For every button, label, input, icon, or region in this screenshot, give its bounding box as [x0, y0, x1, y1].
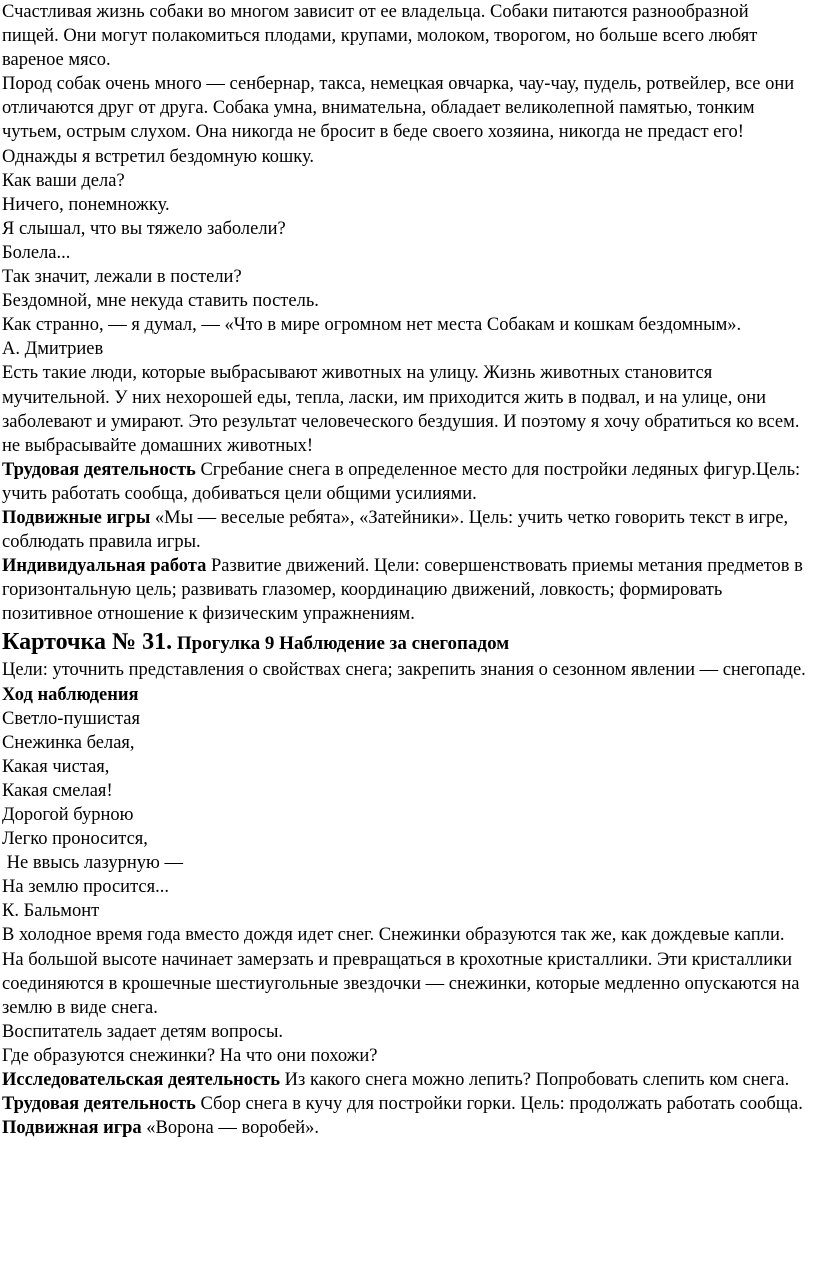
research-activity-label: Исследовательская деятельность: [2, 1070, 281, 1091]
dialogue-line: Однажды я встретил бездомную кошку.: [2, 146, 314, 167]
question-line: Где образуются снежинки? На что они похожи?: [2, 1045, 378, 1066]
poem-line: На землю просится...: [2, 877, 169, 898]
outdoor-game-label: Подвижная игра: [2, 1118, 142, 1139]
poem-line: Не ввысь лазурную —: [2, 853, 183, 874]
dialogue-line: Как странно, — я думал, — «Что в мире огромном нет места Собакам и кошкам бездомным».: [2, 315, 742, 336]
poem-line: Снежинка белая,: [2, 732, 135, 753]
paragraph-snow-formation: В холодное время года вместо дождя идет снег. Снежинки образуются так же, как дождевые капли. На большой высоте начинает замерзать и превращаться в крохотные кристаллики. Эти кристаллики соединяются в крошечные шестиугольные звездочки — снежинки, которые медленно опускаются на землю в виде снега.: [2, 925, 800, 1018]
labor-activity-text: Сбор снега в кучу для постройки горки. Цель: продолжать работать сообща.: [195, 1094, 803, 1115]
individual-work-label: Индивидуальная работа: [2, 556, 207, 577]
labor-activity-label: Трудовая деятельность: [2, 1094, 196, 1115]
paragraph-dog-breeds: Пород собак очень много — сенбернар, такса, немецкая овчарка, чау-чау, пудель, ротвейлер, все они отличаются друг от друга. Собака умна, внимательна, обладает великолепной памятью, тонким чутьем, острым слухом. Она никогда не бросит в беде своего хозяина, никогда не предаст его!: [2, 74, 795, 143]
poem-line: Какая чистая,: [2, 756, 110, 777]
author-line: А. Дмитриев: [2, 339, 104, 360]
poem-line: Легко проносится,: [2, 829, 148, 850]
labor-activity-text: Сгребание снега в определенное место для постройки ледяных фигур.Цель: учить работать сообща, добиваться цели общими усилиями.: [2, 459, 801, 504]
card-goals: Цели: уточнить представления о свойствах снега; закрепить знания о сезонном явлении — снегопаде.: [2, 660, 806, 681]
dialogue-line: Болела...: [2, 242, 71, 263]
dialogue-line: Так значит, лежали в постели?: [2, 267, 242, 288]
poem-line: Какая смелая!: [2, 780, 113, 801]
labor-activity-label: Трудовая деятельность: [2, 459, 196, 480]
individual-work-text: Развитие движений. Цели: совершенствовать приемы метания предметов в горизонтальную цель; развивать глазомер, координацию движений, ловкость; формировать позитивное отношение к физическим упражнениям.: [2, 556, 803, 625]
dialogue-line: Я слышал, что вы тяжело заболели?: [2, 218, 286, 239]
card-heading: [2, 628, 810, 658]
individual-work: [2, 554, 810, 626]
dialogue-line: Бездомной, мне некуда ставить постель.: [2, 291, 319, 312]
outdoor-games: [2, 506, 810, 554]
labor-activity-2: [2, 1092, 810, 1116]
labor-activity-1: [2, 458, 810, 506]
dialogue-line: Ничего, понемножку.: [2, 194, 170, 215]
outdoor-game-text: «Ворона — воробей».: [141, 1118, 320, 1139]
poem-author: К. Бальмонт: [2, 901, 100, 922]
outdoor-games-label: Подвижные игры: [2, 507, 151, 528]
questions-intro: Воспитатель задает детям вопросы.: [2, 1021, 284, 1042]
poem-line: Дорогой бурною: [2, 805, 134, 825]
poem-line: Светло-пушистая: [2, 708, 140, 729]
outdoor-game: [2, 1116, 810, 1140]
card-subtitle: Прогулка 9 Наблюдение за снегопадом: [172, 633, 510, 655]
dialogue-line: Как ваши дела?: [2, 170, 125, 191]
paragraph-dog-food: Счастливая жизнь собаки во многом зависит от ее владельца. Собаки питаются разнообразной пищей. Они могут полакомиться плодами, крупами, молоком, творогом, но больше всего любят вареное мясо.: [2, 2, 758, 71]
research-activity: [2, 1068, 810, 1092]
card-number: Карточка № 31.: [2, 629, 173, 656]
paragraph-homeless-animals: Есть такие люди, которые выбрасывают животных на улицу. Жизнь животных становится мучительной. У них нехорошей еды, тепла, ласки, им приходится жить в подвал, и на улице, они заболевают и умирают. Это результат человеческого бездушия. И поэтому я хочу обратиться ко всем. не выбрасывайте домашних животных!: [2, 363, 800, 456]
research-activity-text: Из какого снега можно лепить? Попробовать слепить ком снега.: [280, 1070, 790, 1091]
outdoor-games-text: «Мы — веселые ребята», «Затейники». Цель: учить четко говорить текст в игре, соблюдать правила игры.: [2, 507, 789, 553]
observation-course-heading: Ход наблюдения: [2, 684, 139, 705]
